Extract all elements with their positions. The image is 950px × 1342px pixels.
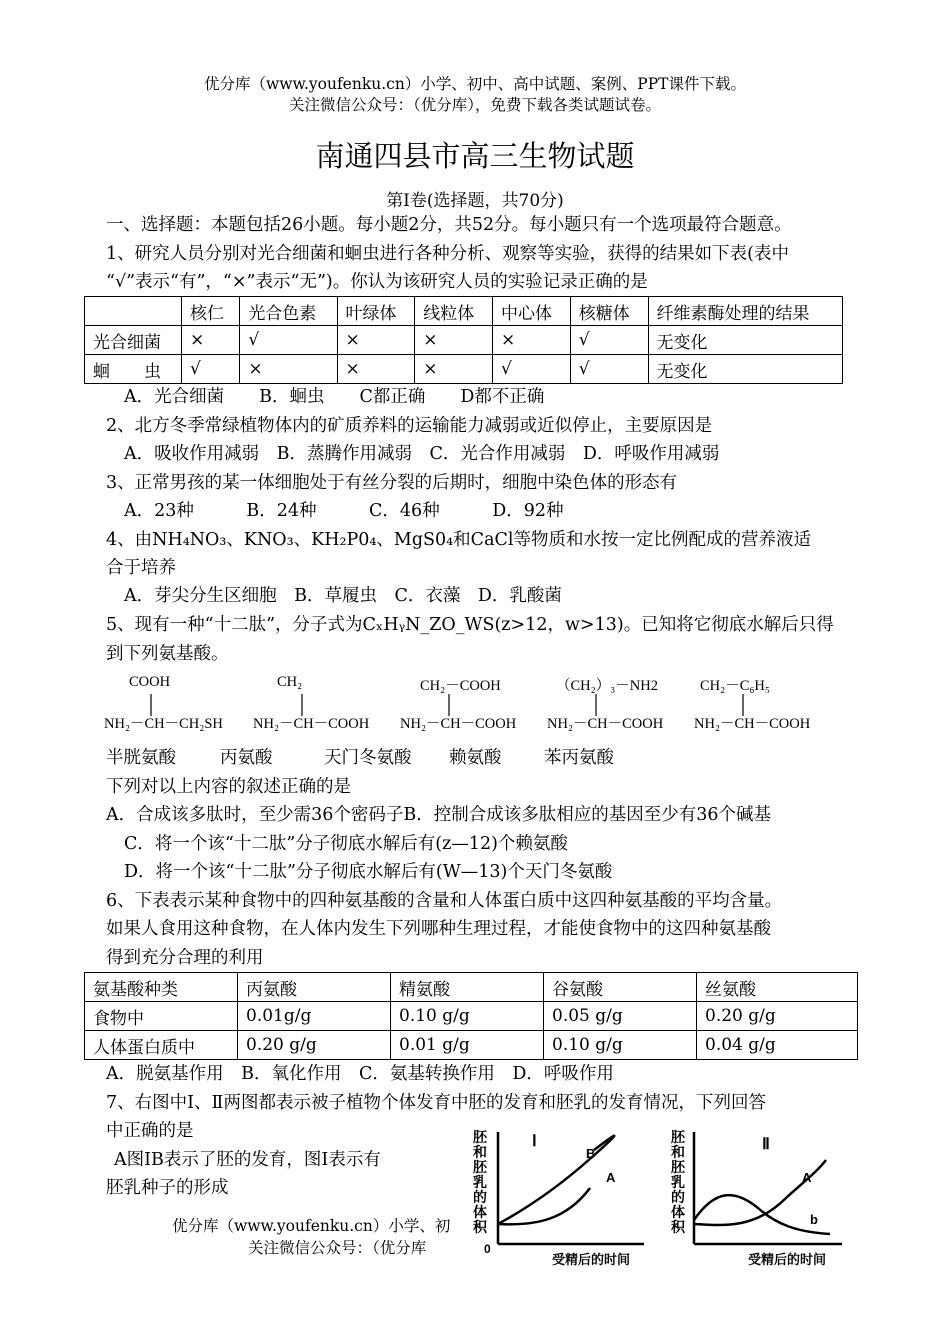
table-cell: 蛔 虫 (85, 355, 182, 384)
table-cell: 核仁 (182, 297, 240, 326)
q1-options: A．光合细菌 B．蛔虫 C都正确 D都不正确 (124, 387, 545, 407)
amino-name: 赖氨酸 (449, 748, 502, 768)
q1-stem-line2: “√”表示“有”，“×”表示“无”)。你认为该研究人员的实验记录正确的是 (106, 272, 648, 292)
q6-options: A．脱氨基作用 B．氧化作用 C．氨基转换作用 D．呼吸作用 (106, 1064, 614, 1084)
table-cell: × (337, 355, 415, 384)
table-cell: 丝氨酸 (697, 973, 858, 1002)
curve-a (498, 1188, 590, 1224)
table-cell: 丙氨酸 (238, 973, 391, 1002)
table-cell: 线粒体 (415, 297, 493, 326)
table-cell: 光合细菌 (85, 326, 182, 355)
table-cell: 精氨酸 (391, 973, 544, 1002)
ylabel-char: 乳 (671, 1174, 685, 1190)
q6-stem-line2: 如果人食用这种食物，在人体内发生下列哪种生理过程，才能使食物中的这四种氨基酸 (106, 919, 771, 939)
q3-stem: 3、正常男孩的某一体细胞处于有丝分裂的后期时，细胞中染色体的形态有 (106, 473, 678, 493)
ylabel-char: 积 (671, 1219, 685, 1235)
table-header-row (85, 297, 843, 326)
graph-1-label: Ⅰ (532, 1133, 537, 1150)
graph-1-curve-a-label: A (606, 1170, 616, 1185)
q4-stem-line2: 合于培养 (106, 558, 176, 578)
graph-2-curve-b-label: b (810, 1212, 818, 1227)
header-line-2: 关注微信公众号：（优分库），免费下载各类试题试卷。 (288, 96, 661, 114)
ylabel-char: 体 (473, 1204, 487, 1220)
table-row (85, 1031, 858, 1060)
amino-name: 天门冬氨酸 (324, 748, 412, 768)
curve-b (498, 1136, 614, 1224)
table-cell: √ (182, 355, 240, 384)
q6-table (84, 972, 858, 1060)
table-cell: 无变化 (648, 355, 842, 384)
table-cell: 核糖体 (570, 297, 648, 326)
graph-1-xlabel: 受精后的时间 (552, 1252, 631, 1267)
table-cell: 中心体 (493, 297, 571, 326)
ylabel-char: 胚 (473, 1159, 487, 1175)
ylabel-char: 和 (671, 1144, 685, 1160)
amino-name: 苯丙氨酸 (544, 748, 614, 768)
ylabel-char: 和 (473, 1144, 487, 1160)
table-cell: 0.10 g/g (391, 1002, 544, 1031)
structure-bottom: NH₂－CH－COOH (694, 716, 811, 732)
table-cell: 食物中 (85, 1002, 238, 1031)
table-cell: 氨基酸种类 (85, 973, 238, 1002)
graph-1-plot (466, 1128, 656, 1268)
table-cell: 0.04 g/g (697, 1031, 858, 1060)
graph-2-plot (666, 1128, 856, 1268)
table-cell: × (240, 355, 337, 384)
table-cell: √ (240, 326, 337, 355)
table-cell: 0.01 g/g (391, 1031, 544, 1060)
q4-stem-line1: 4、由NH₄NO₃、KNO₃、KH₂P0₄、MgS0₄和CaCl等物质和水按一定比例配成的营养液适 (106, 530, 811, 550)
footer-line-2: 关注微信公众号：（优分库 (248, 1239, 427, 1257)
q5-stem-line2: 到下列氨基酸。 (106, 644, 229, 664)
structure-top: CH₂－C₆H₅ (700, 678, 770, 694)
table-cell: × (337, 326, 415, 355)
structure-bottom: NH₂－CH－COOH (547, 716, 664, 732)
page-title: 南通四县市高三生物试题 (315, 139, 635, 173)
table-cell: 0.01g/g (238, 1002, 391, 1031)
structure-top: CH₂ (277, 674, 303, 690)
table-cell: 0.20 g/g (238, 1031, 391, 1060)
table-cell: 纤维素酶处理的结果 (648, 297, 842, 326)
structure-top: （CH₂）₃－NH2 (556, 678, 658, 694)
table-cell: √ (570, 326, 648, 355)
graph-2-label: Ⅱ (762, 1136, 770, 1153)
graph-1 (466, 1128, 656, 1268)
ylabel-char: 胚 (671, 1129, 685, 1145)
q7-answer-line1: A图ⅠB表示了胚的发育，图Ⅰ表示有 (114, 1150, 381, 1170)
graph-1-curve-b-label: B (586, 1146, 596, 1161)
q7-answer-line2: 胚乳种子的形成 (106, 1178, 229, 1198)
q2-stem: 2、北方冬季常绿植物体内的矿质养料的运输能力减弱或近似停止，主要原因是 (106, 416, 713, 436)
ylabel-char: 的 (473, 1189, 487, 1205)
structure-bottom: NH₂－CH－COOH (400, 716, 517, 732)
table-cell: 0.10 g/g (544, 1031, 697, 1060)
table-cell: 无变化 (648, 326, 842, 355)
ylabel-char: 的 (671, 1189, 685, 1205)
structure-top: COOH (129, 674, 171, 690)
q4-options: A．芽尖分生区细胞 B．草履虫 C．衣藻 D．乳酸菌 (124, 586, 562, 606)
table-cell: √ (570, 355, 648, 384)
table-row (85, 326, 843, 355)
ylabel-char: 体 (671, 1204, 685, 1220)
table-cell: 光合色素 (240, 297, 337, 326)
q1-stem-line1: 1、研究人员分别对光合细菌和蛔虫进行各种分析、观察等实验，获得的结果如下表(表中 (106, 244, 789, 264)
footer-line-1: 优分库（www.youfenku.cn）小学、初 (172, 1217, 451, 1235)
amino-name: 半胱氨酸 (106, 748, 176, 768)
q6-stem-line3: 得到充分合理的利用 (106, 948, 264, 968)
table-cell: × (415, 355, 493, 384)
q5-stem-line1: 5、现有一种“十二肽”，分子式为CₓHᵧN_ZO_WS(z>12，w>13)。已知将它彻底水解后只得 (106, 615, 834, 635)
table-cell: √ (493, 355, 571, 384)
intro-text: 一、选择题：本题包括26小题。每小题2分，共52分。每小题只有一个选项最符合题意。 (106, 215, 792, 235)
ylabel-char: 乳 (473, 1174, 487, 1190)
table-row (85, 355, 843, 384)
table-cell: 叶绿体 (337, 297, 415, 326)
graph-1-origin: 0 (484, 1242, 491, 1256)
ylabel-char: 胚 (473, 1129, 487, 1145)
table-header-row (85, 973, 858, 1002)
structure-bottom: NH₂－CH－CH₂SH (104, 716, 223, 732)
table-cell: 0.05 g/g (544, 1002, 697, 1031)
table-cell: 0.20 g/g (697, 1002, 858, 1031)
graph-2-xlabel: 受精后的时间 (748, 1252, 827, 1267)
graph-2 (666, 1128, 856, 1268)
section-title: 第Ⅰ卷(选择题，共70分) (386, 191, 564, 211)
structure-top: CH₂－COOH (420, 678, 501, 694)
structure-bottom: NH₂－CH－COOH (253, 716, 370, 732)
q5-follow: 下列对以上内容的叙述正确的是 (106, 777, 351, 797)
table-cell: 人体蛋白质中 (85, 1031, 238, 1060)
table-cell: × (415, 326, 493, 355)
q6-stem-line1: 6、下表表示某种食物中的四种氨基酸的含量和人体蛋白质中这四种氨基酸的平均含量。 (106, 891, 783, 911)
q7-stem-line2: 中正确的是 (106, 1121, 194, 1141)
q2-options: A．吸收作用减弱 B．蒸腾作用减弱 C．光合作用减弱 D．呼吸作用减弱 (124, 444, 720, 464)
table-cell: 谷氨酸 (544, 973, 697, 1002)
q3-options: A．23种 B．24种 C．46种 D．92种 (124, 501, 564, 521)
table-cell: × (493, 326, 571, 355)
header-line-1: 优分库（www.youfenku.cn）小学、初中、高中试题、案例、PPT课件下载。 (203, 75, 747, 93)
ylabel-char: 胚 (671, 1159, 685, 1175)
amino-name: 丙氨酸 (220, 748, 273, 768)
graph-2-curve-a-label: A (802, 1170, 812, 1185)
table-cell (85, 297, 182, 326)
q7-stem-line1: 7、右图中Ⅰ、Ⅱ两图都表示被子植物个体发育中胚的发育和胚乳的发育情况，下列回答 (106, 1093, 766, 1113)
q5-option-a: A．合成该多肽时，至少需36个密码子B．控制合成该多肽相应的基因至少有36个碱基 (106, 805, 772, 825)
table-cell: × (182, 326, 240, 355)
q5-option-c: C．将一个该“十二肽”分子彻底水解后有(z—12)个赖氨酸 (124, 834, 568, 854)
ylabel-char: 积 (473, 1219, 487, 1235)
table-row (85, 1002, 858, 1031)
q1-table (84, 296, 843, 384)
q5-option-d: D．将一个该“十二肽”分子彻底水解后有(W—13)个天门冬氨酸 (124, 862, 613, 882)
